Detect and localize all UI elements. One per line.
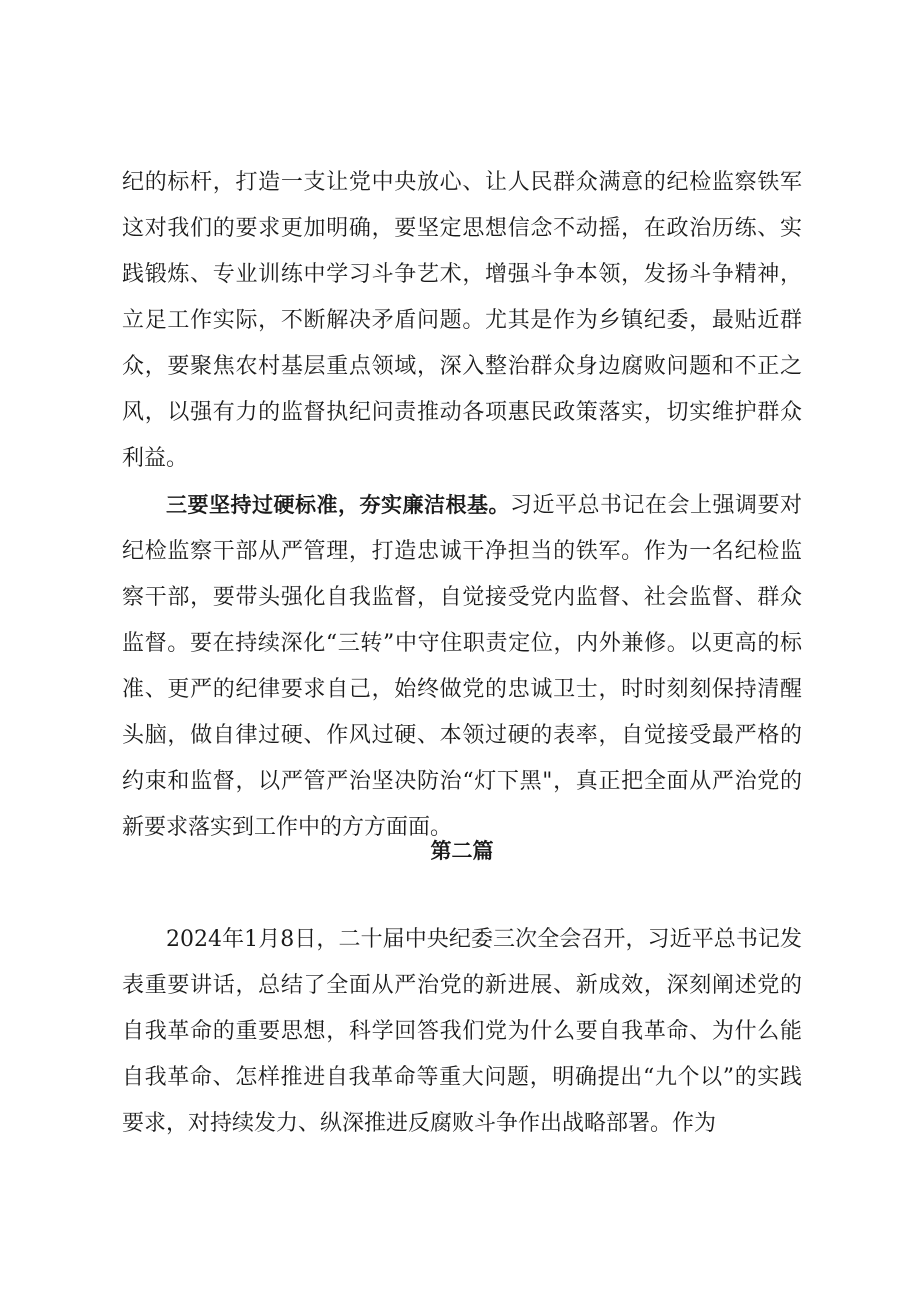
paragraph-body: 习近平总书记在会上强调要对纪检监察干部从严管理，打造忠诚干净担当的铁军。作为一名纪检监察干部，要带头强化自我监督，自觉接受党内监督、社会监督、群众监督。要在持续深化“三转”中守住职责定位，内外兼修。以更高的标准、更严的纪律要求自己，始终做党的忠诚卫士，时时刻刻保持清醒头脑，做自律过硬、作风过硬、本领过硬的表率，自觉接受最严格的约束和监督，以严管严治坚决防治“灯下黑"，真正把全面从严治党的新要求落实到工作中的方方面面。 [122,493,802,840]
section-heading-block [122,828,802,874]
paragraph-continuation: 纪的标杆，打造一支让党中央放心、让人民群众满意的纪检监察铁军这对我们的要求更加明确，要坚定思想信念不动摇，在政治历练、实践锻炼、专业训练中学习斗争艺术，增强斗争本领，发扬斗争精神，立足工作实际，不断解决矛盾问题。尤其是作为乡镇纪委，最贴近群众，要聚焦农村基层重点领域，深入整治群众身边腐败问题和不正之风，以强有力的监督执纪问责推动各项惠民政策落实，切实维护群众利益。 [122,170,802,471]
section-heading: 第二篇 [430,839,494,863]
paragraph-lead-heading: 三要坚持过硬标准，夯实廉洁根基。 [166,493,510,517]
document-body-section-one [122,160,802,851]
document-body-section-two [122,917,802,1147]
section-two-paragraph: 2024年1月8日，二十届中央纪委三次全会召开，习近平总书记发表重要讲话，总结了全面从严治党的新进展、新成效，深刻阐述党的自我革命的重要思想，科学回答我们党为什么要自我革命、为什么能自我革命、怎样推进自我革命等重大问题，明确提出“九个以”的实践要求，对持续发力、纵深推进反腐败斗争作出战略部署。作为 [122,927,802,1136]
paragraph-point-three [122,482,802,851]
